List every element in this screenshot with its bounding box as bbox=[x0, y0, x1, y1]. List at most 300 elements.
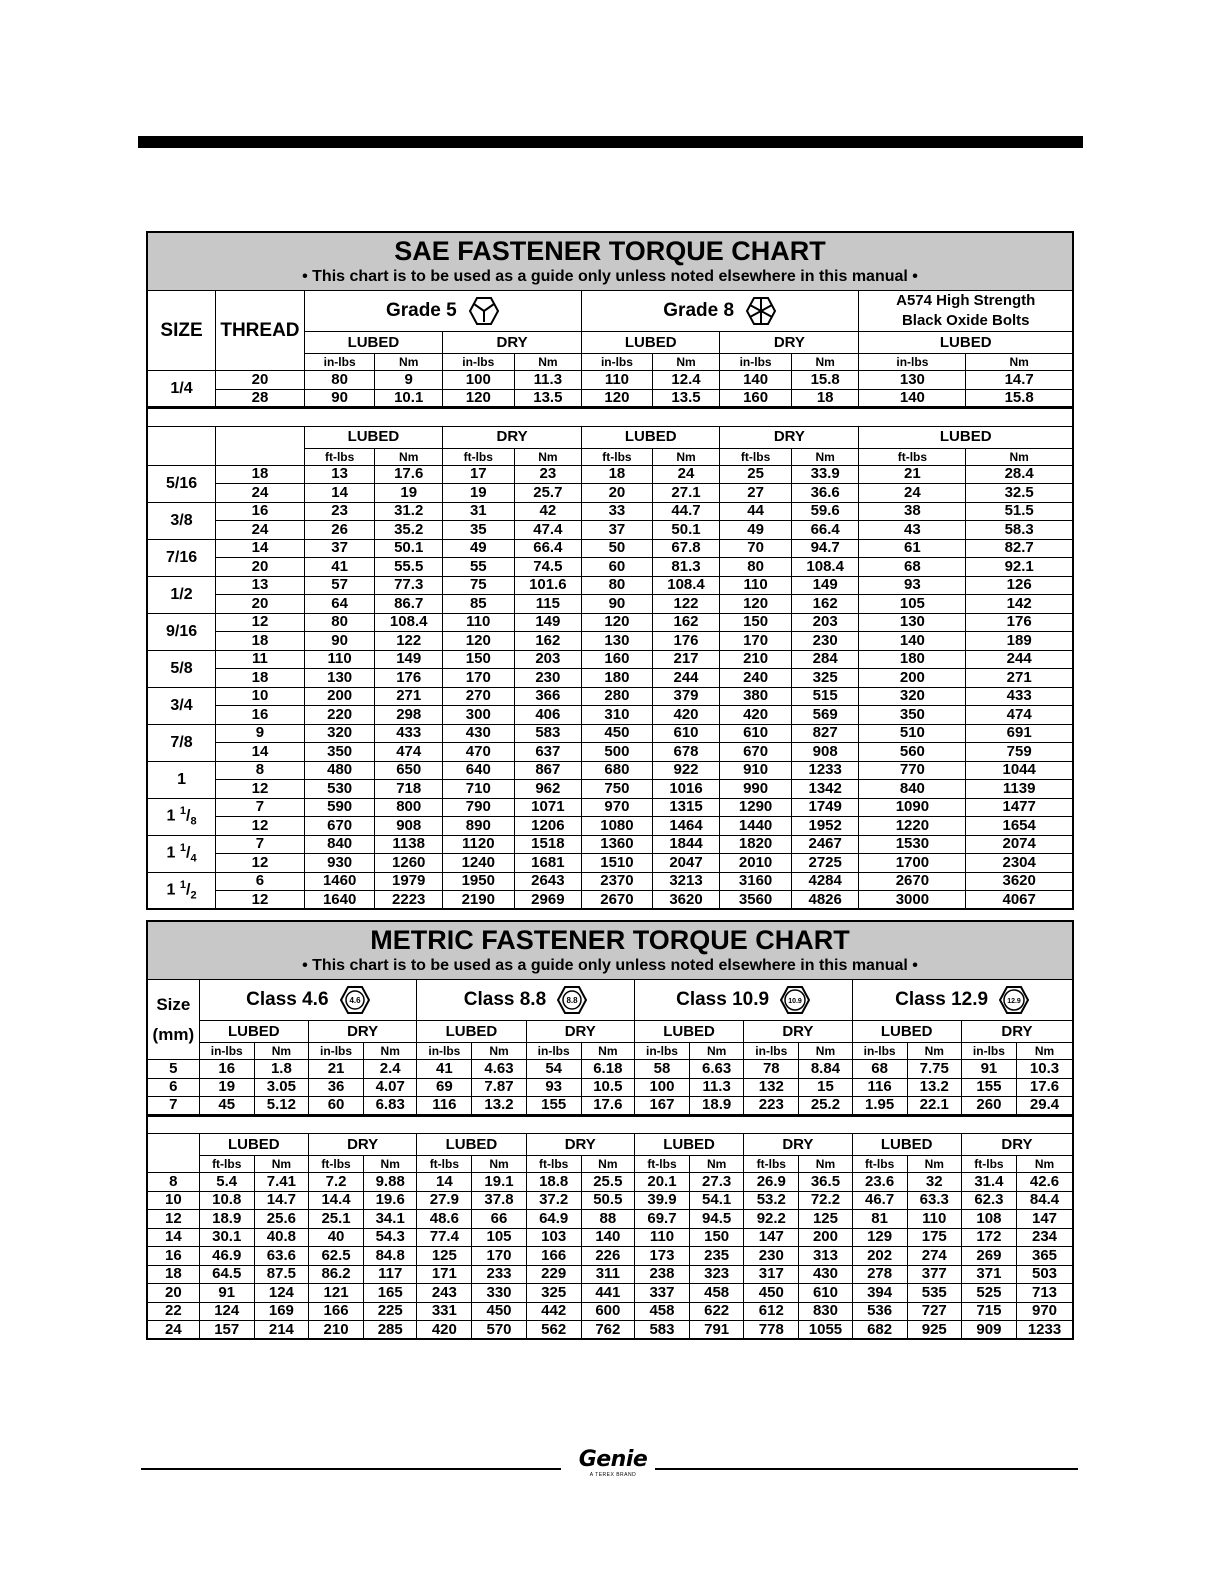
torque-cell: 51.5 bbox=[966, 502, 1073, 521]
torque-cell: 15 bbox=[799, 1078, 852, 1097]
torque-cell: 26.9 bbox=[744, 1173, 799, 1192]
sae-data-row bbox=[147, 687, 1073, 706]
torque-cell: 13.5 bbox=[514, 389, 582, 408]
torque-cell: 5.12 bbox=[254, 1097, 308, 1116]
torque-cell: 10.5 bbox=[581, 1078, 634, 1097]
torque-cell: 58.3 bbox=[966, 521, 1073, 540]
torque-cell: 157 bbox=[199, 1321, 254, 1340]
torque-cell: 2074 bbox=[966, 835, 1073, 854]
size-cell: 3/4 bbox=[147, 687, 216, 724]
torque-cell: 176 bbox=[375, 669, 443, 688]
metric-data-row bbox=[147, 1060, 1073, 1079]
torque-cell: 23 bbox=[304, 502, 375, 521]
torque-cell: 682 bbox=[852, 1321, 907, 1340]
unit-label: Nm bbox=[581, 1156, 634, 1173]
torque-cell: 2010 bbox=[720, 854, 792, 873]
torque-cell: 122 bbox=[652, 595, 720, 614]
torque-cell: 17 bbox=[442, 465, 514, 484]
section-divider bbox=[147, 1115, 1073, 1134]
g8-lubed-header: LUBED bbox=[582, 426, 720, 448]
sae-data-row bbox=[147, 835, 1073, 854]
torque-cell: 44 bbox=[720, 502, 792, 521]
torque-cell: 925 bbox=[907, 1321, 961, 1340]
a574-lubed-header: LUBED bbox=[859, 426, 1073, 448]
torque-cell: 1240 bbox=[442, 854, 514, 873]
torque-cell: 50.5 bbox=[581, 1191, 634, 1210]
torque-cell: 82.7 bbox=[966, 539, 1073, 558]
torque-cell: 70 bbox=[720, 539, 792, 558]
unit-label: ft-lbs bbox=[304, 448, 375, 465]
sae-data-row bbox=[147, 484, 1073, 503]
thread-cell: 18 bbox=[216, 465, 305, 484]
torque-cell: 130 bbox=[304, 669, 375, 688]
unit-label: Nm bbox=[1017, 1043, 1074, 1060]
unit-label: Nm bbox=[907, 1156, 961, 1173]
metric-data-row bbox=[147, 1247, 1073, 1266]
torque-cell: 126 bbox=[966, 576, 1073, 595]
torque-cell: 140 bbox=[859, 389, 966, 408]
thread-cell: 7 bbox=[216, 835, 305, 854]
torque-cell: 21 bbox=[308, 1060, 363, 1079]
torque-cell: 278 bbox=[852, 1265, 907, 1284]
unit-label: in-lbs bbox=[859, 354, 966, 371]
torque-cell: 220 bbox=[304, 706, 375, 725]
torque-cell: 22.1 bbox=[907, 1097, 961, 1116]
torque-cell: 1.8 bbox=[254, 1060, 308, 1079]
torque-cell: 84.4 bbox=[1017, 1191, 1074, 1210]
torque-cell: 1.95 bbox=[852, 1097, 907, 1116]
grade8-label: Grade 8 bbox=[663, 300, 735, 322]
g8-dry-header: DRY bbox=[720, 332, 859, 354]
torque-cell: 310 bbox=[582, 706, 653, 725]
torque-cell: 610 bbox=[799, 1284, 852, 1303]
torque-cell: 298 bbox=[375, 706, 443, 725]
unit-label: ft-lbs bbox=[634, 1156, 689, 1173]
torque-cell: 365 bbox=[1017, 1247, 1074, 1266]
torque-cell: 1360 bbox=[582, 835, 653, 854]
torque-cell: 61 bbox=[859, 539, 966, 558]
unit-label: Nm bbox=[254, 1156, 308, 1173]
torque-cell: 990 bbox=[720, 780, 792, 799]
genie-logo-subtext: A TEREX BRAND bbox=[589, 1472, 637, 1478]
torque-cell: 762 bbox=[581, 1321, 634, 1340]
torque-cell: 165 bbox=[364, 1284, 417, 1303]
torque-cell: 40.8 bbox=[254, 1228, 308, 1247]
torque-cell: 11.3 bbox=[514, 371, 582, 390]
grade8-bolt-head-icon bbox=[745, 296, 777, 326]
torque-cell: 160 bbox=[582, 650, 653, 669]
unit-label: ft-lbs bbox=[744, 1156, 799, 1173]
torque-cell: 1206 bbox=[514, 817, 582, 836]
class-4-6-label: Class 4.6 bbox=[246, 989, 329, 1011]
size-cell: 16 bbox=[147, 1247, 199, 1266]
dry-header: DRY bbox=[308, 1021, 416, 1043]
torque-cell: 300 bbox=[442, 706, 514, 725]
torque-cell: 66.4 bbox=[791, 521, 859, 540]
sae-data-row bbox=[147, 706, 1073, 725]
unit-label: ft-lbs bbox=[308, 1156, 363, 1173]
torque-cell: 110 bbox=[442, 613, 514, 632]
torque-cell: 54 bbox=[526, 1060, 581, 1079]
torque-cell: 90 bbox=[582, 595, 653, 614]
unit-label: in-lbs bbox=[852, 1043, 907, 1060]
torque-cell: 474 bbox=[966, 706, 1073, 725]
lubed-header: LUBED bbox=[417, 1021, 526, 1043]
torque-cell: 25.7 bbox=[514, 484, 582, 503]
torque-cell: 223 bbox=[744, 1097, 799, 1116]
unit-label: in-lbs bbox=[744, 1043, 799, 1060]
torque-cell: 50 bbox=[582, 539, 653, 558]
torque-cell: 160 bbox=[720, 389, 792, 408]
sae-data-row bbox=[147, 576, 1073, 595]
torque-cell: 230 bbox=[744, 1247, 799, 1266]
size-cell: 22 bbox=[147, 1302, 199, 1321]
torque-cell: 176 bbox=[652, 632, 720, 651]
torque-cell: 108 bbox=[961, 1210, 1016, 1229]
torque-cell: 371 bbox=[961, 1265, 1016, 1284]
torque-cell: 25.6 bbox=[254, 1210, 308, 1229]
metric-chart-subtitle: • This chart is to be used as a guide only unless noted elsewhere in this manual • bbox=[302, 957, 918, 974]
metric-ftlb-units-row bbox=[147, 1156, 1073, 1173]
class-10-9-mark: 10.9 bbox=[788, 998, 803, 1005]
torque-cell: 2670 bbox=[582, 891, 653, 910]
torque-cell: 325 bbox=[526, 1284, 581, 1303]
torque-cell: 27.1 bbox=[652, 484, 720, 503]
thread-cell: 10 bbox=[216, 687, 305, 706]
torque-cell: 311 bbox=[581, 1265, 634, 1284]
dry-header: DRY bbox=[961, 1021, 1073, 1043]
torque-cell: 420 bbox=[417, 1321, 472, 1340]
torque-cell: 510 bbox=[859, 724, 966, 743]
torque-cell: 19 bbox=[375, 484, 443, 503]
torque-cell: 36.6 bbox=[791, 484, 859, 503]
unit-label: in-lbs bbox=[961, 1043, 1016, 1060]
torque-cell: 1477 bbox=[966, 798, 1073, 817]
torque-cell: 147 bbox=[1017, 1210, 1074, 1229]
torque-cell: 80 bbox=[582, 576, 653, 595]
torque-cell: 2969 bbox=[514, 891, 582, 910]
torque-cell: 718 bbox=[375, 780, 443, 799]
unit-label: ft-lbs bbox=[442, 448, 514, 465]
torque-cell: 37 bbox=[582, 521, 653, 540]
torque-cell: 122 bbox=[375, 632, 443, 651]
sae-inlb-rows bbox=[147, 371, 1073, 408]
torque-cell: 7.87 bbox=[472, 1078, 526, 1097]
torque-cell: 970 bbox=[1017, 1302, 1074, 1321]
torque-cell: 2643 bbox=[514, 872, 582, 891]
torque-cell: 129 bbox=[852, 1228, 907, 1247]
thread-cell: 18 bbox=[216, 632, 305, 651]
torque-cell: 14.4 bbox=[308, 1191, 363, 1210]
torque-cell: 458 bbox=[634, 1302, 689, 1321]
size-cell: 7 bbox=[147, 1097, 199, 1116]
sae-data-row bbox=[147, 872, 1073, 891]
torque-cell: 55.5 bbox=[375, 558, 443, 577]
torque-cell: 149 bbox=[375, 650, 443, 669]
torque-cell: 270 bbox=[442, 687, 514, 706]
torque-cell: 162 bbox=[652, 613, 720, 632]
unit-label: Nm bbox=[966, 448, 1073, 465]
torque-cell: 162 bbox=[791, 595, 859, 614]
thread-cell: 20 bbox=[216, 558, 305, 577]
torque-cell: 80 bbox=[304, 613, 375, 632]
torque-cell: 124 bbox=[199, 1302, 254, 1321]
unit-label: in-lbs bbox=[304, 354, 375, 371]
a574-line2: Black Oxide Bolts bbox=[901, 312, 1030, 329]
torque-cell: 74.5 bbox=[514, 558, 582, 577]
torque-cell: 1233 bbox=[1017, 1321, 1074, 1340]
torque-cell: 202 bbox=[852, 1247, 907, 1266]
unit-label: in-lbs bbox=[417, 1043, 472, 1060]
sae-data-row bbox=[147, 743, 1073, 762]
torque-cell: 150 bbox=[690, 1228, 744, 1247]
thread-header: THREAD bbox=[216, 291, 305, 371]
size-cell: 1 $^1/_8$ bbox=[147, 798, 216, 835]
grade5-header bbox=[304, 291, 581, 332]
lubed-header: LUBED bbox=[199, 1021, 308, 1043]
class-12-9-bolt-head-icon bbox=[999, 985, 1029, 1015]
torque-cell: 244 bbox=[652, 669, 720, 688]
torque-cell: 240 bbox=[720, 669, 792, 688]
torque-cell: 670 bbox=[304, 817, 375, 836]
lubed-header: LUBED bbox=[199, 1134, 308, 1156]
torque-cell: 170 bbox=[720, 632, 792, 651]
size-cell: 1 $^1/_4$ bbox=[147, 835, 216, 872]
torque-cell: 9 bbox=[375, 371, 443, 390]
unit-label: Nm bbox=[652, 354, 720, 371]
torque-cell: 28.4 bbox=[966, 465, 1073, 484]
torque-cell: 27 bbox=[720, 484, 792, 503]
torque-cell: 49 bbox=[720, 521, 792, 540]
torque-cell: 4826 bbox=[791, 891, 859, 910]
torque-cell: 14 bbox=[417, 1173, 472, 1192]
sae-data-row bbox=[147, 854, 1073, 873]
torque-cell: 515 bbox=[791, 687, 859, 706]
class-12-9-mark: 12.9 bbox=[1007, 998, 1022, 1005]
torque-cell: 285 bbox=[364, 1321, 417, 1340]
torque-cell: 140 bbox=[720, 371, 792, 390]
unit-label: Nm bbox=[799, 1156, 852, 1173]
torque-cell: 150 bbox=[442, 650, 514, 669]
torque-cell: 72.2 bbox=[799, 1191, 852, 1210]
torque-cell: 81.3 bbox=[652, 558, 720, 577]
torque-cell: 62.3 bbox=[961, 1191, 1016, 1210]
thread-cell: 12 bbox=[216, 854, 305, 873]
torque-cell: 110 bbox=[907, 1210, 961, 1229]
torque-cell: 1440 bbox=[720, 817, 792, 836]
thread-cell: 8 bbox=[216, 761, 305, 780]
size-cell: 1/4 bbox=[147, 371, 216, 408]
torque-cell: 18.9 bbox=[199, 1210, 254, 1229]
section-divider bbox=[147, 408, 1073, 427]
torque-cell: 14.7 bbox=[254, 1191, 308, 1210]
torque-cell: 13.2 bbox=[907, 1078, 961, 1097]
sae-data-row bbox=[147, 613, 1073, 632]
torque-cell: 778 bbox=[744, 1321, 799, 1340]
torque-cell: 31.2 bbox=[375, 502, 443, 521]
torque-cell: 108.4 bbox=[652, 576, 720, 595]
unit-label: Nm bbox=[472, 1043, 526, 1060]
torque-cell: 500 bbox=[582, 743, 653, 762]
sae-data-row bbox=[147, 669, 1073, 688]
torque-cell: 1979 bbox=[375, 872, 443, 891]
g5-dry-header: DRY bbox=[442, 332, 581, 354]
size-cell: 1/2 bbox=[147, 576, 216, 613]
torque-cell: 908 bbox=[375, 817, 443, 836]
torque-cell: 17.6 bbox=[1017, 1078, 1074, 1097]
torque-cell: 68 bbox=[859, 558, 966, 577]
torque-cell: 120 bbox=[582, 613, 653, 632]
torque-cell: 18.8 bbox=[526, 1173, 581, 1192]
thread-cell: 18 bbox=[216, 669, 305, 688]
class-4-6-mark: 4.6 bbox=[349, 996, 361, 1005]
torque-cell: 430 bbox=[799, 1265, 852, 1284]
torque-cell: 125 bbox=[799, 1210, 852, 1229]
torque-cell: 19 bbox=[442, 484, 514, 503]
torque-cell: 366 bbox=[514, 687, 582, 706]
torque-cell: 2.4 bbox=[364, 1060, 417, 1079]
class-8-8-bolt-head-icon bbox=[557, 985, 587, 1015]
torque-cell: 1749 bbox=[791, 798, 859, 817]
torque-cell: 176 bbox=[966, 613, 1073, 632]
torque-cell: 18 bbox=[791, 389, 859, 408]
torque-cell: 68 bbox=[852, 1060, 907, 1079]
torque-cell: 1315 bbox=[652, 798, 720, 817]
torque-cell: 450 bbox=[472, 1302, 526, 1321]
torque-cell: 33.9 bbox=[791, 465, 859, 484]
torque-cell: 1820 bbox=[720, 835, 792, 854]
torque-cell: 18 bbox=[582, 465, 653, 484]
torque-cell: 238 bbox=[634, 1265, 689, 1284]
class-10-9-label: Class 10.9 bbox=[676, 989, 770, 1011]
torque-cell: 2725 bbox=[791, 854, 859, 873]
torque-cell: 274 bbox=[907, 1247, 961, 1266]
torque-cell: 430 bbox=[442, 724, 514, 743]
class-10-9-header bbox=[634, 980, 852, 1021]
torque-cell: 60 bbox=[308, 1097, 363, 1116]
torque-cell: 2370 bbox=[582, 872, 653, 891]
a574-lubed-header: LUBED bbox=[859, 332, 1073, 354]
torque-cell: 171 bbox=[417, 1265, 472, 1284]
torque-cell: 450 bbox=[582, 724, 653, 743]
torque-cell: 15.8 bbox=[791, 371, 859, 390]
torque-cell: 19.1 bbox=[472, 1173, 526, 1192]
torque-cell: 90 bbox=[304, 389, 375, 408]
thread-cell: 9 bbox=[216, 724, 305, 743]
torque-cell: 337 bbox=[634, 1284, 689, 1303]
sae-data-row bbox=[147, 780, 1073, 799]
metric-data-row bbox=[147, 1097, 1073, 1116]
size-cell: 5 bbox=[147, 1060, 199, 1079]
dry-header: DRY bbox=[308, 1134, 416, 1156]
torque-cell: 86.2 bbox=[308, 1265, 363, 1284]
size-cell: 18 bbox=[147, 1265, 199, 1284]
class-8-8-mark: 8.8 bbox=[566, 996, 578, 1005]
unit-label: Nm bbox=[581, 1043, 634, 1060]
torque-cell: 330 bbox=[472, 1284, 526, 1303]
dry-header: DRY bbox=[526, 1134, 634, 1156]
torque-cell: 94.7 bbox=[791, 539, 859, 558]
sae-data-row bbox=[147, 595, 1073, 614]
thread-cell: 24 bbox=[216, 521, 305, 540]
torque-cell: 12.4 bbox=[652, 371, 720, 390]
torque-cell: 759 bbox=[966, 743, 1073, 762]
torque-cell: 200 bbox=[859, 669, 966, 688]
torque-cell: 3560 bbox=[720, 891, 792, 910]
torque-cell: 54.1 bbox=[690, 1191, 744, 1210]
unit-label: in-lbs bbox=[308, 1043, 363, 1060]
unit-label: in-lbs bbox=[442, 354, 514, 371]
torque-cell: 350 bbox=[304, 743, 375, 762]
thread-cell: 28 bbox=[216, 389, 305, 408]
torque-cell: 94.5 bbox=[690, 1210, 744, 1229]
torque-cell: 180 bbox=[859, 650, 966, 669]
blank-thread-header bbox=[216, 426, 305, 465]
lubed-header: LUBED bbox=[417, 1134, 526, 1156]
size-cell: 1 bbox=[147, 761, 216, 798]
torque-cell: 34.1 bbox=[364, 1210, 417, 1229]
torque-cell: 715 bbox=[961, 1302, 1016, 1321]
torque-cell: 910 bbox=[720, 761, 792, 780]
torque-cell: 1220 bbox=[859, 817, 966, 836]
torque-cell: 10.8 bbox=[199, 1191, 254, 1210]
torque-cell: 120 bbox=[442, 632, 514, 651]
torque-cell: 1233 bbox=[791, 761, 859, 780]
torque-cell: 1290 bbox=[720, 798, 792, 817]
torque-cell: 380 bbox=[720, 687, 792, 706]
torque-cell: 108.4 bbox=[375, 613, 443, 632]
torque-cell: 59.6 bbox=[791, 502, 859, 521]
torque-cell: 9.88 bbox=[364, 1173, 417, 1192]
torque-cell: 1464 bbox=[652, 817, 720, 836]
torque-cell: 203 bbox=[791, 613, 859, 632]
torque-cell: 24 bbox=[859, 484, 966, 503]
torque-cell: 60 bbox=[582, 558, 653, 577]
torque-cell: 1700 bbox=[859, 854, 966, 873]
unit-label: ft-lbs bbox=[199, 1156, 254, 1173]
torque-cell: 1510 bbox=[582, 854, 653, 873]
torque-cell: 64.9 bbox=[526, 1210, 581, 1229]
torque-cell: 637 bbox=[514, 743, 582, 762]
torque-cell: 6.18 bbox=[581, 1060, 634, 1079]
metric-data-row bbox=[147, 1228, 1073, 1247]
torque-cell: 15.8 bbox=[966, 389, 1073, 408]
g8-lubed-header: LUBED bbox=[582, 332, 720, 354]
torque-cell: 63.3 bbox=[907, 1191, 961, 1210]
torque-cell: 922 bbox=[652, 761, 720, 780]
torque-cell: 433 bbox=[966, 687, 1073, 706]
dry-header: DRY bbox=[526, 1021, 634, 1043]
metric-data-row bbox=[147, 1173, 1073, 1192]
torque-cell: 791 bbox=[690, 1321, 744, 1340]
torque-cell: 570 bbox=[472, 1321, 526, 1340]
torque-cell: 14 bbox=[304, 484, 375, 503]
thread-cell: 24 bbox=[216, 484, 305, 503]
torque-cell: 93 bbox=[859, 576, 966, 595]
metric-size-label: Size bbox=[156, 994, 191, 1014]
class-12-9-header bbox=[852, 980, 1073, 1021]
metric-data-row bbox=[147, 1302, 1073, 1321]
class-8-8-label: Class 8.8 bbox=[463, 989, 547, 1011]
metric-data-row bbox=[147, 1210, 1073, 1229]
torque-cell: 170 bbox=[472, 1247, 526, 1266]
size-cell: 7/16 bbox=[147, 539, 216, 576]
metric-inlb-rows bbox=[147, 1060, 1073, 1116]
torque-cell: 4.63 bbox=[472, 1060, 526, 1079]
torque-cell: 480 bbox=[304, 761, 375, 780]
class-12-9-label: Class 12.9 bbox=[895, 989, 989, 1011]
unit-label: Nm bbox=[375, 448, 443, 465]
